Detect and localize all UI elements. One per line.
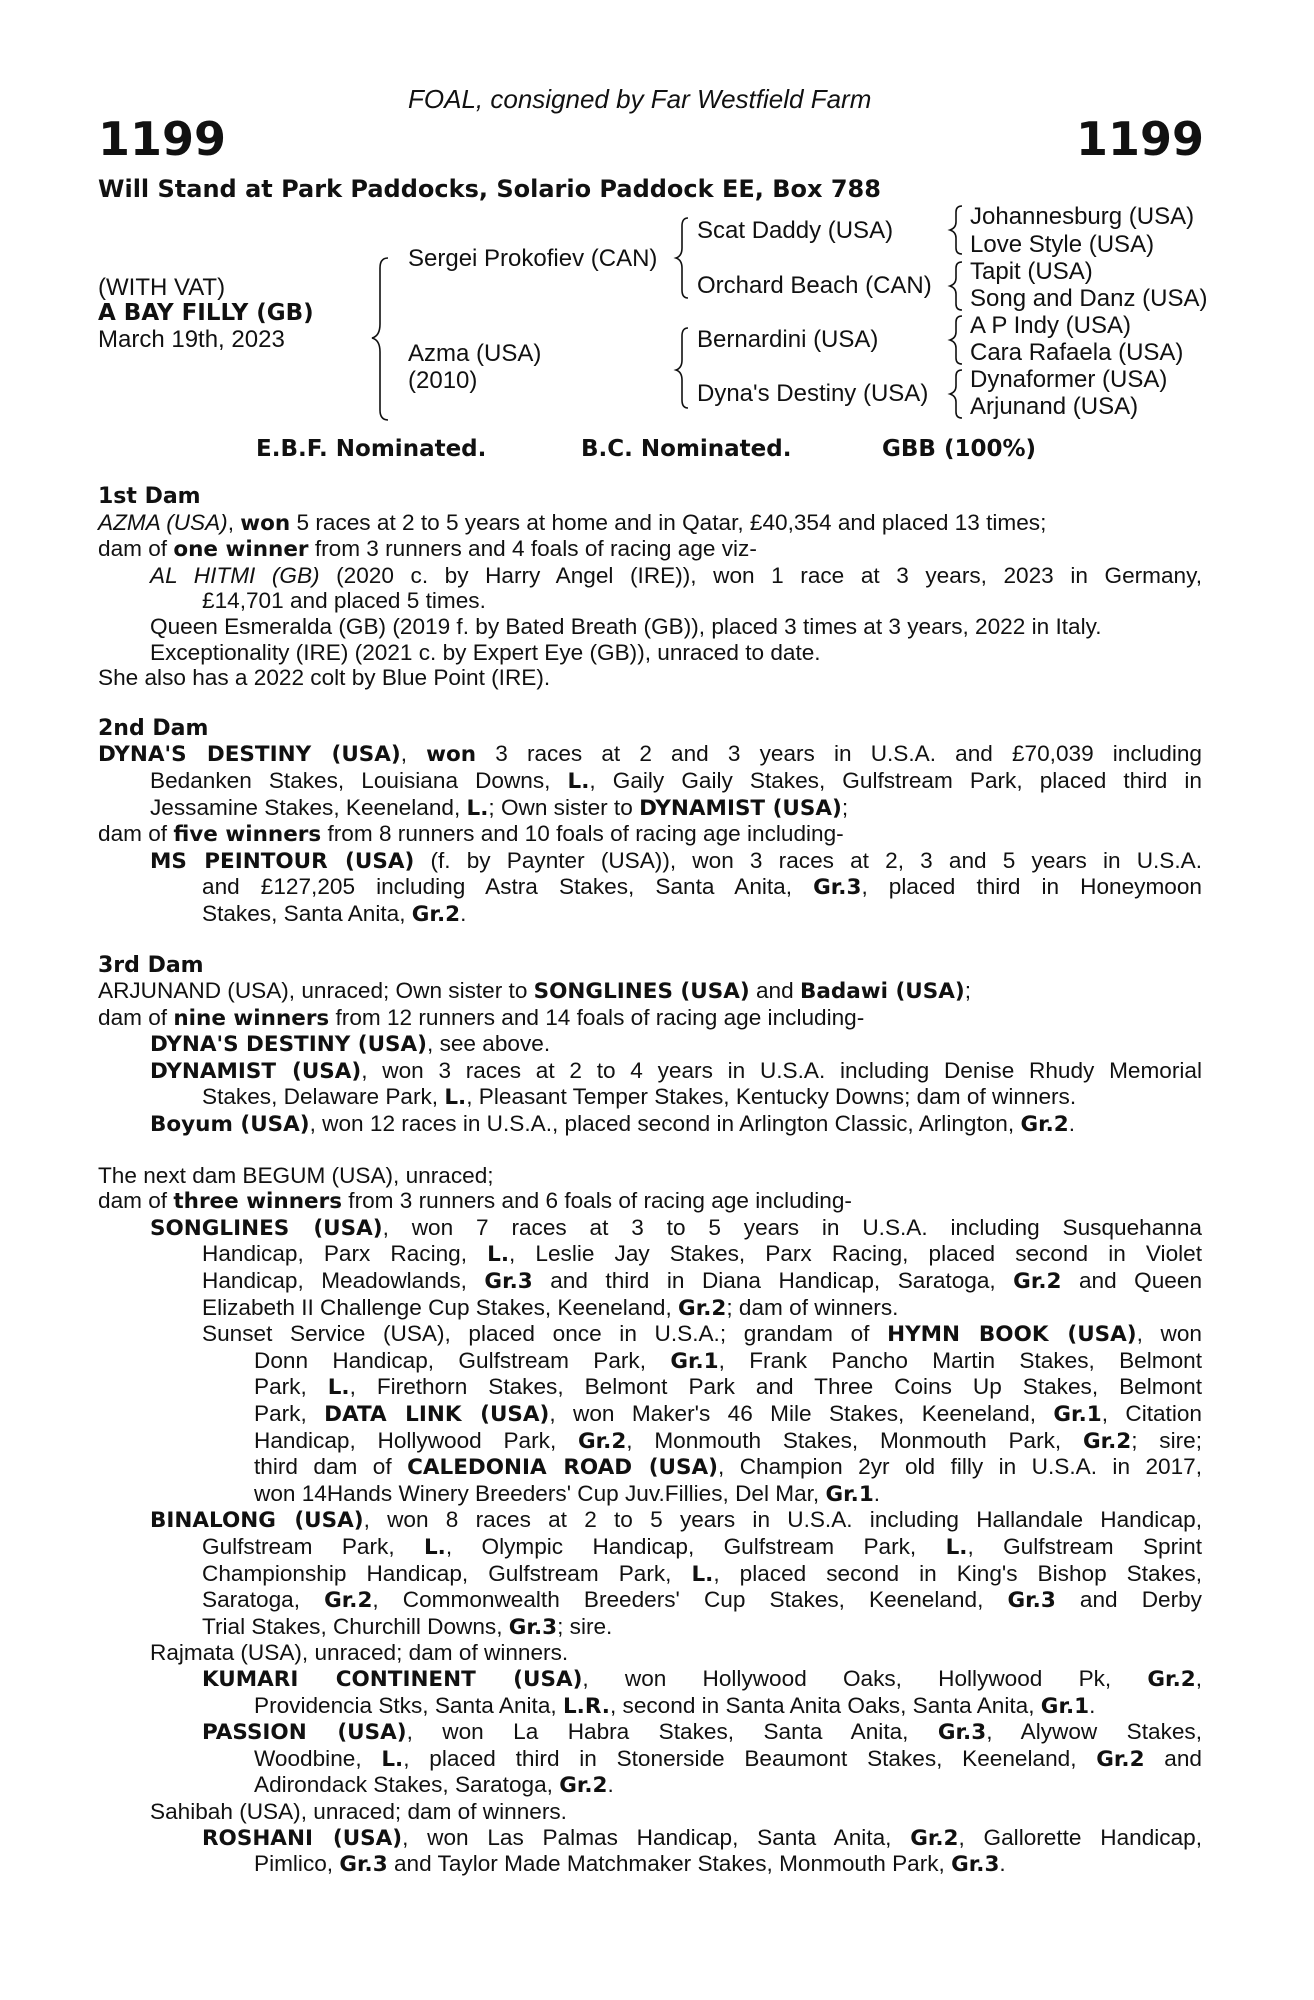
pedigree-section bbox=[98, 716, 1202, 928]
text-run: , won 12 races in U.S.A., placed second in Arlington Classic, Arlington, bbox=[309, 1111, 1021, 1137]
pedigree-dsd: Cara Rafaela (USA) bbox=[970, 339, 1184, 366]
text-line bbox=[150, 1507, 1202, 1534]
bold-text: L. bbox=[487, 1242, 510, 1268]
pedigree-dss: A P Indy (USA) bbox=[970, 312, 1131, 339]
section-heading: 2nd Dam bbox=[98, 715, 209, 741]
pedigree-sire: Sergei Prokofiev (CAN) bbox=[408, 245, 658, 272]
text-run: , won bbox=[1136, 1321, 1202, 1347]
bold-text: Gr.3 bbox=[813, 875, 862, 901]
bold-text: Gr.3 bbox=[339, 1852, 388, 1878]
text-line bbox=[98, 741, 1202, 768]
text-run: from 12 runners and 14 foals of racing age including- bbox=[329, 1004, 865, 1030]
text-run: Sunset Service (USA), placed once in U.S.A.; grandam of bbox=[202, 1321, 888, 1347]
text-run: Saratoga, bbox=[202, 1587, 325, 1613]
bold-text: one winner bbox=[173, 537, 309, 563]
bold-text: Gr.2 bbox=[1147, 1666, 1196, 1692]
foaling-date: March 19th, 2023 bbox=[98, 326, 285, 353]
text-run: dam of bbox=[98, 1004, 174, 1030]
text-run: from 3 runners and 4 foals of racing age viz- bbox=[308, 536, 757, 562]
text-run: Elizabeth II Challenge Cup Stakes, Keeneland, bbox=[202, 1294, 679, 1320]
section-heading: 3rd Dam bbox=[98, 952, 204, 978]
bold-text: Gr.3 bbox=[1007, 1588, 1056, 1614]
text-run: Handicap, Parx Racing, bbox=[202, 1241, 488, 1267]
text-run: , Monmouth Stakes, Monmouth Park, bbox=[626, 1427, 1083, 1453]
bold-text: MS PEINTOUR (USA) bbox=[150, 848, 415, 874]
pedigree-sire-dam: Orchard Beach (CAN) bbox=[697, 272, 932, 299]
text-line bbox=[150, 1215, 1202, 1242]
text-line bbox=[98, 978, 1202, 1005]
bold-text: ROSHANI (USA) bbox=[202, 1825, 403, 1851]
bold-text: Gr.2 bbox=[559, 1773, 608, 1799]
text-run: . bbox=[873, 1480, 881, 1506]
text-line bbox=[150, 1058, 1202, 1085]
text-run: , Gulfstream Sprint bbox=[967, 1533, 1202, 1559]
text-run: and Queen bbox=[1061, 1268, 1203, 1294]
bold-text: Gr.1 bbox=[1040, 1693, 1090, 1719]
bold-text: Gr.3 bbox=[951, 1852, 1000, 1878]
text-run: dam of bbox=[98, 1188, 174, 1214]
text-line bbox=[202, 1614, 1202, 1641]
text-run: , placed third in Stonerside Beaumont Stakes, Keeneland, bbox=[403, 1745, 1097, 1771]
text-run: and bbox=[749, 978, 800, 1004]
text-run: Stakes, Santa Anita, bbox=[202, 900, 412, 926]
pedigree-ssd: Love Style (USA) bbox=[970, 231, 1155, 258]
bold-text: L. bbox=[567, 768, 590, 794]
text-run: . bbox=[1089, 1692, 1096, 1718]
text-line bbox=[202, 1825, 1202, 1852]
bold-text: CALEDONIA ROAD (USA) bbox=[407, 1455, 718, 1481]
text-run: Queen Esmeralda (GB) (2019 f. by Bated Breath (GB)), placed 3 times at 3 years, 2022 in Italy. bbox=[150, 613, 1102, 639]
pedigree-section bbox=[98, 1163, 1202, 1878]
text-line bbox=[254, 1481, 1202, 1508]
pedigree-sire-sire: Scat Daddy (USA) bbox=[697, 217, 894, 244]
bold-text: DYNAMIST (USA) bbox=[150, 1058, 362, 1084]
text-run: and Taylor Made Matchmaker Stakes, Monmouth Park, bbox=[387, 1851, 952, 1877]
text-run: , Firethorn Stakes, Belmont Park and Three Coins Up Stakes, Belmont bbox=[349, 1374, 1202, 1400]
text-line bbox=[202, 1241, 1202, 1268]
text-line bbox=[254, 1454, 1202, 1481]
bold-text: L. bbox=[327, 1375, 350, 1401]
text-line bbox=[98, 536, 1202, 563]
bold-text: L. bbox=[466, 795, 489, 821]
text-line bbox=[98, 510, 1202, 537]
text-run: , Pleasant Temper Stakes, Kentucky Downs; dam of winners. bbox=[466, 1084, 1077, 1110]
text-line bbox=[254, 1401, 1202, 1428]
text-run: and third in Diana Handicap, Saratoga, bbox=[532, 1268, 1014, 1294]
text-run: Stakes, Delaware Park, bbox=[202, 1084, 445, 1110]
text-run: ARJUNAND (USA), unraced; Own sister to bbox=[98, 978, 534, 1004]
text-run: , won 7 races at 3 to 5 years in U.S.A. including Susquehanna bbox=[382, 1214, 1202, 1240]
bold-text: DATA LINK (USA) bbox=[324, 1402, 550, 1427]
text-line bbox=[202, 901, 1202, 928]
text-run: Trial Stakes, Churchill Downs, bbox=[202, 1613, 509, 1639]
bold-text: Gr.2 bbox=[1096, 1746, 1145, 1772]
lot-number-left: 1199 bbox=[98, 112, 227, 166]
text-run: £14,701 and placed 5 times. bbox=[202, 588, 486, 614]
pedigree-dam: Azma (USA) bbox=[408, 340, 542, 367]
text-line bbox=[98, 665, 1202, 691]
pedigree-section bbox=[98, 484, 1202, 691]
bold-text: Gr.2 bbox=[678, 1295, 727, 1321]
text-run: Providencia Stks, Santa Anita, bbox=[254, 1692, 563, 1718]
text-run: Adirondack Stakes, Saratoga, bbox=[254, 1772, 560, 1798]
text-run: The next dam BEGUM (USA), unraced; bbox=[98, 1162, 494, 1188]
bold-text: won bbox=[426, 742, 477, 768]
text-line bbox=[150, 614, 1202, 640]
text-run: , Gaily Gaily Stakes, Gulfstream Park, placed third in bbox=[589, 767, 1202, 793]
text-line bbox=[254, 1428, 1202, 1455]
bold-text: Gr.3 bbox=[937, 1720, 987, 1746]
text-line bbox=[150, 768, 1202, 795]
text-run: , Gallorette Handicap, bbox=[958, 1824, 1202, 1850]
text-run: , Champion 2yr old filly in U.S.A. in 2017, bbox=[717, 1454, 1202, 1480]
text-line bbox=[254, 1348, 1202, 1375]
stand-location: Will Stand at Park Paddocks, Solario Paddock EE, Box 788 bbox=[98, 175, 881, 203]
text-run: Pimlico, bbox=[254, 1851, 340, 1877]
text-run: Woodbine, bbox=[254, 1745, 382, 1771]
text-run: Handicap, Hollywood Park, bbox=[254, 1427, 578, 1453]
text-run: Championship Handicap, Gulfstream Park, bbox=[202, 1560, 692, 1586]
text-run: , won Las Palmas Handicap, Santa Anita, bbox=[402, 1824, 911, 1850]
bold-text: DYNA'S DESTINY (USA) bbox=[98, 742, 401, 768]
bold-text: Boyum (USA) bbox=[150, 1112, 310, 1138]
italic-text: AZMA (USA) bbox=[98, 509, 228, 535]
text-run: Gulfstream Park, bbox=[202, 1533, 424, 1559]
bold-text: Gr.1 bbox=[670, 1348, 719, 1374]
text-run: ; bbox=[964, 978, 971, 1004]
text-run: Exceptionality (IRE) (2021 c. by Expert Eye (GB)), unraced to date. bbox=[150, 639, 821, 665]
text-line bbox=[202, 1666, 1202, 1693]
text-run: Sahibah (USA), unraced; dam of winners. bbox=[150, 1798, 567, 1824]
text-run: dam of bbox=[98, 821, 174, 847]
text-run: , placed third in Honeymoon bbox=[861, 874, 1202, 900]
text-run: ; sire. bbox=[557, 1613, 613, 1639]
text-run: ; dam of winners. bbox=[726, 1294, 899, 1320]
text-run: . bbox=[607, 1772, 614, 1798]
text-line bbox=[254, 1772, 1202, 1799]
bold-text: Badawi (USA) bbox=[799, 979, 965, 1005]
bold-text: five winners bbox=[173, 822, 322, 848]
text-run: won 14Hands Winery Breeders' Cup Juv.Fillies, Del Mar, bbox=[254, 1480, 826, 1506]
text-line bbox=[202, 1534, 1202, 1561]
bold-text: Gr.2 bbox=[324, 1588, 373, 1614]
text-run: . bbox=[999, 1851, 1006, 1877]
text-run: from 3 runners and 6 foals of racing age including- bbox=[342, 1188, 852, 1214]
bold-text: Gr.2 bbox=[1020, 1112, 1069, 1138]
pedigree-ddd: Arjunand (USA) bbox=[970, 393, 1139, 420]
text-run: Rajmata (USA), unraced; dam of winners. bbox=[150, 1640, 569, 1666]
bold-text: HYMN BOOK (USA) bbox=[887, 1322, 1137, 1348]
bold-text: won bbox=[240, 510, 291, 536]
text-line bbox=[202, 1321, 1202, 1348]
text-run: , won La Habra Stakes, Santa Anita, bbox=[406, 1719, 938, 1745]
text-line bbox=[202, 1268, 1202, 1295]
text-run: . bbox=[460, 900, 467, 926]
text-run: , won 8 races at 2 to 5 years in U.S.A. including Hallandale Handicap, bbox=[363, 1507, 1203, 1533]
bold-text: L. bbox=[691, 1561, 714, 1587]
text-run: from 8 runners and 10 foals of racing age including- bbox=[321, 821, 844, 847]
text-run: , bbox=[1195, 1665, 1202, 1691]
vat-note: (WITH VAT) bbox=[98, 274, 226, 301]
bold-text: Gr.2 bbox=[577, 1428, 627, 1454]
text-line bbox=[150, 563, 1202, 589]
text-run: , Frank Pancho Martin Stakes, Belmont bbox=[718, 1347, 1202, 1373]
text-run: dam of bbox=[98, 536, 174, 562]
bold-text: Gr.2 bbox=[910, 1825, 959, 1851]
bold-text: L. bbox=[423, 1534, 446, 1560]
text-run: and Derby bbox=[1055, 1587, 1202, 1613]
bold-text: L. bbox=[945, 1534, 968, 1560]
bold-text: Gr.2 bbox=[1013, 1269, 1062, 1295]
bold-text: PASSION (USA) bbox=[202, 1720, 407, 1746]
italic-text: AL HITMI (GB) bbox=[150, 562, 320, 588]
text-line bbox=[202, 874, 1202, 901]
text-line bbox=[150, 795, 1202, 822]
text-run: , Olympic Handicap, Gulfstream Park, bbox=[445, 1533, 946, 1559]
text-line bbox=[202, 1587, 1202, 1614]
bold-text: L. bbox=[381, 1746, 404, 1772]
text-line bbox=[202, 1084, 1202, 1111]
bold-text: Gr.3 bbox=[484, 1269, 533, 1295]
text-run: , won 3 races at 2 to 4 years in U.S.A. including Denise Rhudy Memorial bbox=[361, 1057, 1202, 1083]
bold-text: BINALONG (USA) bbox=[150, 1508, 364, 1534]
bold-text: DYNA'S DESTINY (USA) bbox=[150, 1032, 428, 1058]
pedigree-sdd: Song and Danz (USA) bbox=[970, 285, 1208, 312]
lot-number-right: 1199 bbox=[1075, 112, 1204, 166]
text-line bbox=[98, 1188, 1202, 1215]
pedigree-dam-dam: Dyna's Destiny (USA) bbox=[697, 380, 929, 407]
bold-text: L.R. bbox=[562, 1693, 610, 1719]
text-run: Jessamine Stakes, Keeneland, bbox=[150, 794, 467, 820]
text-run: third dam of bbox=[254, 1454, 408, 1480]
text-line bbox=[254, 1851, 1202, 1878]
bold-text: KUMARI CONTINENT (USA) bbox=[202, 1666, 583, 1692]
text-line bbox=[150, 1111, 1202, 1138]
bold-text: Gr.1 bbox=[1053, 1402, 1102, 1427]
text-run: Bedanken Stakes, Louisiana Downs, bbox=[150, 767, 568, 793]
pedigree-section bbox=[98, 953, 1202, 1138]
text-run: 5 races at 2 to 5 years at home and in Qatar, £40,354 and placed 13 times; bbox=[290, 509, 1047, 535]
pedigree-sds: Tapit (USA) bbox=[970, 258, 1093, 285]
text-run: (2020 c. by Harry Angel (IRE)), won 1 race at 3 years, 2023 in Germany, bbox=[319, 562, 1203, 588]
text-run: Park, bbox=[254, 1374, 328, 1400]
text-run: . bbox=[1068, 1111, 1076, 1137]
text-line bbox=[98, 1005, 1202, 1032]
text-run: , Alywow Stakes, bbox=[986, 1719, 1203, 1745]
text-run: , placed second in King's Bishop Stakes, bbox=[713, 1560, 1203, 1586]
text-line bbox=[150, 640, 1202, 666]
bold-text: Gr.3 bbox=[508, 1614, 558, 1640]
bold-text: L. bbox=[444, 1085, 467, 1111]
text-run: Donn Handicap, Gulfstream Park, bbox=[254, 1347, 671, 1373]
text-run: , won Maker's 46 Mile Stakes, Keeneland, bbox=[549, 1401, 1054, 1426]
gbb-status: GBB (100%) bbox=[882, 436, 1037, 462]
bold-text: SONGLINES (USA) bbox=[533, 979, 750, 1005]
bold-text: nine winners bbox=[173, 1005, 330, 1031]
lot-description: A BAY FILLY (GB) bbox=[98, 300, 314, 326]
catalogue-body bbox=[98, 484, 1202, 1903]
pedigree-dam-sire: Bernardini (USA) bbox=[697, 326, 879, 353]
text-line bbox=[150, 1031, 1202, 1058]
text-run: , see above. bbox=[427, 1031, 551, 1057]
bc-nomination: B.C. Nominated. bbox=[581, 436, 792, 462]
ebf-nomination: E.B.F. Nominated. bbox=[256, 436, 487, 462]
consignor-line: FOAL, consigned by Far Westfield Farm bbox=[408, 84, 872, 114]
text-run: , second in Santa Anita Oaks, Santa Anita, bbox=[609, 1692, 1041, 1718]
text-run: and bbox=[1144, 1745, 1202, 1771]
text-line bbox=[150, 1799, 1202, 1825]
text-run: She also has a 2022 colt by Blue Point (IRE). bbox=[98, 665, 551, 691]
text-run: Handicap, Meadowlands, bbox=[202, 1268, 485, 1294]
bold-text: Gr.2 bbox=[411, 901, 461, 927]
text-run: 3 races at 2 and 3 years in U.S.A. and £70,039 including bbox=[476, 741, 1202, 767]
text-line bbox=[150, 1640, 1202, 1666]
text-run: , Leslie Jay Stakes, Parx Racing, placed second in Violet bbox=[509, 1241, 1202, 1267]
bold-text: Gr.2 bbox=[1082, 1428, 1132, 1454]
text-line bbox=[150, 848, 1202, 875]
pedigree-dds: Dynaformer (USA) bbox=[970, 366, 1168, 393]
text-line bbox=[254, 1693, 1202, 1720]
section-heading: 1st Dam bbox=[98, 484, 201, 509]
pedigree-dam-year: (2010) bbox=[408, 367, 478, 394]
text-line bbox=[202, 1719, 1202, 1746]
text-line bbox=[254, 1746, 1202, 1773]
text-line bbox=[202, 1561, 1202, 1588]
bold-text: DYNAMIST (USA) bbox=[639, 795, 842, 821]
text-run: ; sire; bbox=[1131, 1427, 1202, 1453]
text-line bbox=[202, 1295, 1202, 1322]
bold-text: Gr.1 bbox=[825, 1481, 874, 1507]
text-run: , bbox=[227, 509, 241, 535]
text-run: Park, bbox=[254, 1401, 325, 1426]
text-line bbox=[254, 1374, 1202, 1401]
text-run: , Citation bbox=[1101, 1401, 1202, 1426]
text-run: , Commonwealth Breeders' Cup Stakes, Keeneland, bbox=[372, 1587, 1008, 1613]
text-line bbox=[98, 1163, 1202, 1189]
text-line bbox=[202, 588, 1202, 614]
pedigree-sss: Johannesburg (USA) bbox=[970, 203, 1195, 230]
text-run: ; bbox=[841, 794, 849, 820]
bold-text: three winners bbox=[173, 1189, 343, 1215]
bold-text: SONGLINES (USA) bbox=[150, 1215, 383, 1241]
text-run: (f. by Paynter (USA)), won 3 races at 2, 3 and 5 years in U.S.A. bbox=[414, 847, 1203, 873]
text-run: , won Hollywood Oaks, Hollywood Pk, bbox=[582, 1665, 1148, 1691]
text-run: , bbox=[400, 741, 427, 767]
text-line bbox=[98, 821, 1202, 848]
text-run: and £127,205 including Astra Stakes, Santa Anita, bbox=[202, 874, 814, 900]
text-run: ; Own sister to bbox=[488, 794, 640, 820]
